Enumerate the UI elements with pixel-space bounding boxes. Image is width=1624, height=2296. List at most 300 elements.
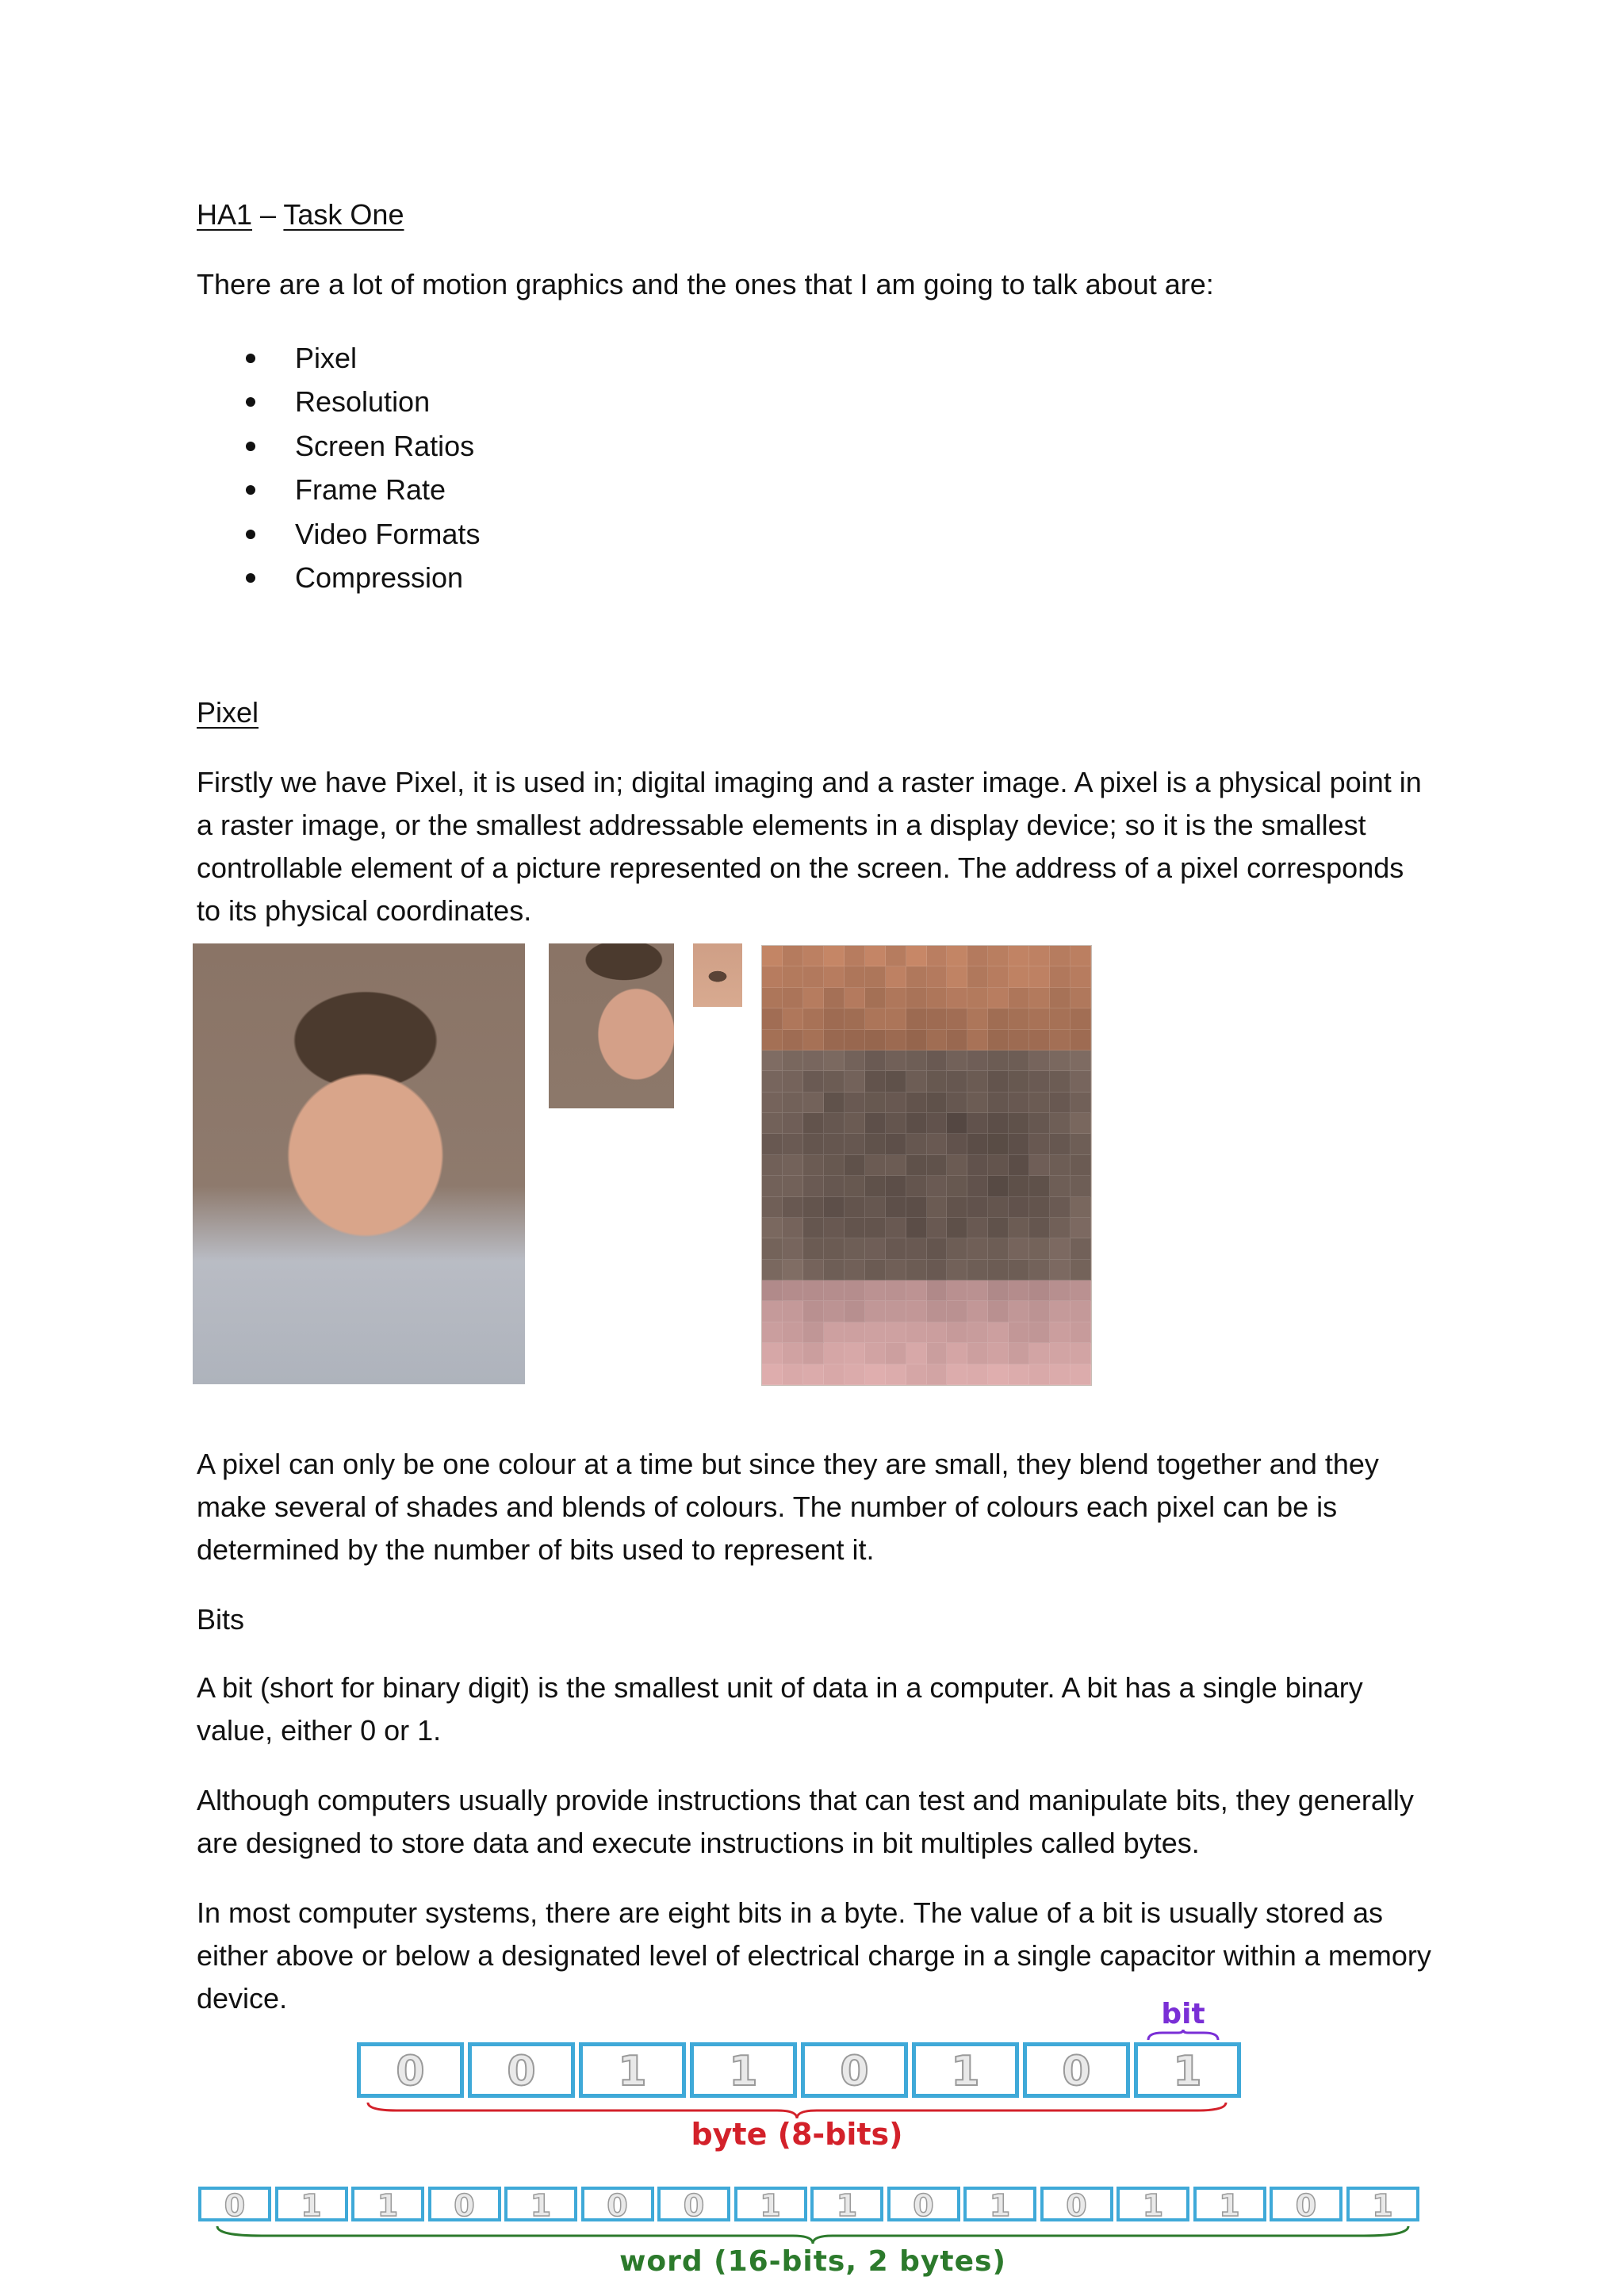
- mosaic-pixel: [886, 1093, 906, 1113]
- mosaic-pixel: [886, 1176, 906, 1196]
- word-bit-value: 1: [301, 2188, 322, 2223]
- mosaic-pixel: [783, 1364, 803, 1385]
- mosaic-pixel: [845, 1030, 865, 1050]
- mosaic-pixel: [783, 1301, 803, 1322]
- mosaic-pixel: [824, 966, 845, 987]
- mosaic-pixel: [865, 1155, 886, 1176]
- mosaic-pixel: [886, 1008, 906, 1029]
- mosaic-pixel: [865, 1280, 886, 1301]
- word-bit-value: 0: [683, 2188, 705, 2223]
- mosaic-pixel: [783, 1343, 803, 1364]
- mosaic-pixel: [1071, 1071, 1091, 1092]
- mosaic-pixel: [947, 1030, 967, 1050]
- mosaic-pixel: [1071, 1030, 1091, 1050]
- mosaic-pixel: [947, 1134, 967, 1154]
- mosaic-pixel: [927, 1176, 948, 1196]
- word-bit-box: [351, 2187, 424, 2221]
- mosaic-pixel: [927, 1093, 948, 1113]
- mosaic-pixel: [1050, 1134, 1071, 1154]
- mosaic-pixel: [762, 1071, 783, 1092]
- bit-paragraph-1: A bit (short for binary digit) is the smallest unit of data in a computer. A bit has a single binary value, either 0 or 1.: [197, 1671, 1363, 1747]
- mosaic-pixel: [824, 1155, 845, 1176]
- word-label: word (16-bits, 2 bytes): [619, 2245, 1006, 2278]
- mosaic-pixel: [762, 1218, 783, 1238]
- mosaic-pixel: [762, 1322, 783, 1343]
- mosaic-pixel: [886, 1364, 906, 1385]
- mosaic-pixel: [1050, 1364, 1071, 1385]
- mosaic-pixel: [886, 1155, 906, 1176]
- intro-paragraph: There are a lot of motion graphics and the ones that I am going to talk about are:: [197, 268, 1214, 300]
- mosaic-pixel: [947, 1155, 967, 1176]
- mosaic-pixel: [762, 1176, 783, 1196]
- list-item: Pixel: [238, 336, 480, 380]
- mosaic-pixel: [1029, 1238, 1050, 1259]
- mosaic-pixel: [845, 1155, 865, 1176]
- mosaic-pixel: [967, 988, 988, 1008]
- mosaic-pixel: [947, 1197, 967, 1218]
- mosaic-pixel: [906, 1364, 927, 1385]
- mosaic-pixel: [988, 1343, 1009, 1364]
- mosaic-pixel: [824, 1197, 845, 1218]
- mosaic-pixel: [824, 1050, 845, 1071]
- mosaic-pixel: [1029, 1113, 1050, 1134]
- mosaic-pixel: [886, 966, 906, 987]
- mosaic-pixel: [1050, 1176, 1071, 1196]
- mosaic-pixel: [1029, 1134, 1050, 1154]
- mosaic-pixel: [803, 946, 824, 966]
- mosaic-pixel: [927, 1322, 948, 1343]
- mosaic-pixel: [927, 1364, 948, 1385]
- mosaic-pixel: [1050, 1280, 1071, 1301]
- mosaic-pixel: [1029, 946, 1050, 966]
- mosaic-pixel: [762, 1197, 783, 1218]
- mosaic-pixel: [906, 1238, 927, 1259]
- bit-box: [912, 2042, 1019, 2098]
- mosaic-pixel: [1071, 1364, 1091, 1385]
- word-bit-box: [1040, 2187, 1113, 2221]
- mosaic-pixel: [906, 1197, 927, 1218]
- mosaic-pixel: [927, 1218, 948, 1238]
- mosaic-pixel: [783, 1093, 803, 1113]
- mosaic-pixel: [803, 1218, 824, 1238]
- mosaic-pixel: [927, 1071, 948, 1092]
- mosaic-pixel: [824, 1176, 845, 1196]
- mosaic-pixel: [845, 966, 865, 987]
- title-separator: –: [252, 198, 284, 231]
- bit-value: 1: [729, 2048, 758, 2095]
- mosaic-pixel: [906, 1260, 927, 1280]
- mosaic-pixel: [1050, 946, 1071, 966]
- mosaic-pixel: [947, 946, 967, 966]
- mosaic-pixel: [967, 946, 988, 966]
- bit-value: 0: [840, 2048, 869, 2095]
- mosaic-pixel: [762, 1343, 783, 1364]
- mosaic-pixel: [845, 1197, 865, 1218]
- mosaic-pixel: [886, 1050, 906, 1071]
- bit-box: [1023, 2042, 1130, 2098]
- mosaic-pixel: [988, 966, 1009, 987]
- mosaic-pixel: [1050, 1301, 1071, 1322]
- mosaic-pixel: [927, 966, 948, 987]
- mosaic-pixel: [906, 946, 927, 966]
- bit-value: 0: [1062, 2048, 1091, 2095]
- mosaic-pixel: [1050, 1322, 1071, 1343]
- mosaic-pixel: [762, 1050, 783, 1071]
- mosaic-pixel: [1009, 1008, 1029, 1029]
- mosaic-pixel: [947, 1093, 967, 1113]
- word-bit-box: [657, 2187, 730, 2221]
- word-bit-box: [810, 2187, 883, 2221]
- mosaic-pixel: [906, 988, 927, 1008]
- bit-box: [357, 2042, 464, 2098]
- mosaic-pixel: [803, 1197, 824, 1218]
- mosaic-pixel: [967, 1050, 988, 1071]
- mosaic-pixel: [967, 1260, 988, 1280]
- word-bit-value: 0: [607, 2188, 628, 2223]
- word-bit-value: 1: [1372, 2188, 1393, 2223]
- mosaic-pixel: [906, 1176, 927, 1196]
- mosaic-pixel: [886, 1280, 906, 1301]
- mosaic-pixel: [803, 988, 824, 1008]
- mosaic-pixel: [865, 1218, 886, 1238]
- word-bit-box: [198, 2187, 271, 2221]
- bit-label: bit: [1161, 1998, 1205, 2030]
- mosaic-pixel: [845, 946, 865, 966]
- mosaic-pixel: [1071, 1008, 1091, 1029]
- mosaic-pixel: [1050, 1260, 1071, 1280]
- mosaic-pixel: [886, 1030, 906, 1050]
- mosaic-pixel: [947, 1238, 967, 1259]
- byte-label: byte (8-bits): [691, 2117, 903, 2152]
- mosaic-pixel: [803, 1301, 824, 1322]
- mosaic-pixel: [1009, 1093, 1029, 1113]
- word-diagram: [198, 2182, 1427, 2293]
- word-bit-value: 1: [530, 2188, 552, 2223]
- mosaic-pixel: [803, 1008, 824, 1029]
- mosaic-pixel: [1029, 1071, 1050, 1092]
- mosaic-pixel: [1009, 1238, 1029, 1259]
- mosaic-pixel: [1050, 1155, 1071, 1176]
- mosaic-pixel: [824, 1218, 845, 1238]
- mosaic-pixel: [865, 1260, 886, 1280]
- mosaic-pixel: [927, 1260, 948, 1280]
- mosaic-pixel: [988, 1134, 1009, 1154]
- mosaic-pixel: [865, 1197, 886, 1218]
- mosaic-pixel: [803, 1113, 824, 1134]
- mosaic-pixel: [1029, 966, 1050, 987]
- mosaic-pixel: [865, 966, 886, 987]
- mosaic-pixel: [927, 1030, 948, 1050]
- mosaic-pixel: [762, 966, 783, 987]
- mosaic-pixel: [824, 1260, 845, 1280]
- mosaic-pixel: [947, 1071, 967, 1092]
- mosaic-pixel: [927, 1197, 948, 1218]
- mosaic-pixel: [988, 1176, 1009, 1196]
- mosaic-pixel: [967, 1113, 988, 1134]
- mosaic-pixel: [886, 988, 906, 1008]
- mosaic-pixel: [762, 1113, 783, 1134]
- word-bit-box: [275, 2187, 348, 2221]
- word-bit-value: 0: [1295, 2188, 1317, 2223]
- mosaic-pixel: [1071, 1113, 1091, 1134]
- mosaic-pixel: [886, 1301, 906, 1322]
- portrait-crop-photo: [549, 943, 674, 1108]
- mosaic-pixel: [967, 1364, 988, 1385]
- word-bit-box: [1116, 2187, 1189, 2221]
- mosaic-pixel: [927, 1238, 948, 1259]
- mosaic-pixel: [824, 1364, 845, 1385]
- mosaic-pixel: [1071, 1280, 1091, 1301]
- mosaic-pixel: [824, 988, 845, 1008]
- mosaic-pixel: [762, 1260, 783, 1280]
- mosaic-pixel: [1029, 1301, 1050, 1322]
- bit-box: [690, 2042, 797, 2098]
- mosaic-pixel: [803, 1030, 824, 1050]
- mosaic-pixel: [824, 1030, 845, 1050]
- mosaic-pixel: [824, 1071, 845, 1092]
- mosaic-pixel: [886, 1071, 906, 1092]
- mosaic-pixel: [906, 1322, 927, 1343]
- mosaic-pixel: [865, 988, 886, 1008]
- mosaic-pixel: [783, 1218, 803, 1238]
- mosaic-pixel: [886, 1238, 906, 1259]
- mosaic-pixel: [803, 1155, 824, 1176]
- mosaic-pixel: [1071, 946, 1091, 966]
- mosaic-pixel: [906, 1134, 927, 1154]
- mosaic-pixel: [1050, 1008, 1071, 1029]
- eye-crop-photo: [693, 943, 742, 1007]
- mosaic-pixel: [906, 966, 927, 987]
- mosaic-pixel: [886, 1322, 906, 1343]
- mosaic-pixel: [1050, 1197, 1071, 1218]
- mosaic-pixel: [886, 1260, 906, 1280]
- portrait-photo: [193, 943, 525, 1384]
- mosaic-pixel: [967, 1093, 988, 1113]
- mosaic-pixel: [1009, 1260, 1029, 1280]
- mosaic-pixel: [886, 1343, 906, 1364]
- mosaic-pixel: [988, 1030, 1009, 1050]
- bit-box: [468, 2042, 575, 2098]
- mosaic-pixel: [1029, 1343, 1050, 1364]
- pixel-paragraph: Firstly we have Pixel, it is used in; digital imaging and a raster image. A pixel is a physical point in a raster image, or the smallest addressable elements in a display device; so it is the smallest controllable element of a picture represented on the screen. The address of a pixel corresponds to its physical coordinates.: [197, 766, 1422, 927]
- mosaic-pixel: [1029, 1218, 1050, 1238]
- mosaic-pixel: [927, 946, 948, 966]
- mosaic-pixel: [865, 1008, 886, 1029]
- mosaic-pixel: [762, 1280, 783, 1301]
- mosaic-pixel: [967, 1322, 988, 1343]
- mosaic-pixel: [1071, 1238, 1091, 1259]
- mosaic-pixel: [947, 1050, 967, 1071]
- mosaic-pixel: [1009, 1301, 1029, 1322]
- mosaic-pixel: [967, 1008, 988, 1029]
- bit-paragraph-2: Although computers usually provide instructions that can test and manipulate bits, they generally are designed to store data and execute instructions in bit multiples called bytes.: [197, 1784, 1414, 1859]
- mosaic-pixel: [947, 1280, 967, 1301]
- mosaic-pixel: [762, 1238, 783, 1259]
- mosaic-pixel: [906, 1050, 927, 1071]
- mosaic-pixel: [988, 1260, 1009, 1280]
- mosaic-pixel: [988, 1113, 1009, 1134]
- mosaic-pixel: [927, 1280, 948, 1301]
- bit-value: 0: [507, 2048, 536, 2095]
- mosaic-pixel: [906, 1113, 927, 1134]
- word-bit-box: [734, 2187, 807, 2221]
- mosaic-pixel: [988, 1364, 1009, 1385]
- mosaic-pixel: [1071, 1134, 1091, 1154]
- mosaic-pixel: [1029, 1280, 1050, 1301]
- mosaic-pixel: [1050, 1030, 1071, 1050]
- mosaic-pixel: [967, 1238, 988, 1259]
- mosaic-pixel: [865, 1301, 886, 1322]
- mosaic-pixel: [1009, 988, 1029, 1008]
- mosaic-pixel: [927, 1343, 948, 1364]
- mosaic-pixel: [927, 988, 948, 1008]
- mosaic-pixel: [865, 946, 886, 966]
- topic-list: [238, 336, 480, 599]
- mosaic-pixel: [947, 1218, 967, 1238]
- mosaic-pixel: [845, 1238, 865, 1259]
- mosaic-pixel: [865, 1050, 886, 1071]
- mosaic-pixel: [1029, 1093, 1050, 1113]
- mosaic-pixel: [783, 946, 803, 966]
- mosaic-pixel: [824, 1322, 845, 1343]
- mosaic-pixel: [947, 1113, 967, 1134]
- mosaic-pixel: [1029, 1155, 1050, 1176]
- mosaic-pixel: [967, 1155, 988, 1176]
- mosaic-pixel: [927, 1113, 948, 1134]
- mosaic-pixel: [783, 1260, 803, 1280]
- mosaic-pixel: [1071, 1218, 1091, 1238]
- mosaic-pixel: [927, 1155, 948, 1176]
- mosaic-pixel: [845, 1343, 865, 1364]
- mosaic-pixel: [1071, 1322, 1091, 1343]
- mosaic-pixel: [803, 1176, 824, 1196]
- bit-value: 1: [1173, 2048, 1202, 2095]
- word-bit-value: 0: [454, 2188, 475, 2223]
- mosaic-pixel: [1050, 966, 1071, 987]
- mosaic-pixel: [1009, 1197, 1029, 1218]
- mosaic-pixel: [988, 1008, 1009, 1029]
- list-item: Video Formats: [238, 512, 480, 556]
- mosaic-pixel: [865, 1238, 886, 1259]
- mosaic-pixel: [824, 1301, 845, 1322]
- mosaic-pixel: [927, 1301, 948, 1322]
- mosaic-pixel: [845, 1176, 865, 1196]
- mosaic-pixel: [845, 1322, 865, 1343]
- mosaic-pixel: [845, 1218, 865, 1238]
- mosaic-pixel: [803, 1134, 824, 1154]
- mosaic-pixel: [783, 1071, 803, 1092]
- mosaic-pixel: [967, 1197, 988, 1218]
- word-bit-value: 1: [377, 2188, 399, 2223]
- mosaic-pixel: [1029, 1364, 1050, 1385]
- mosaic-pixel: [1029, 988, 1050, 1008]
- word-bit-value: 1: [1142, 2188, 1164, 2223]
- word-bit-value: 1: [760, 2188, 781, 2223]
- mosaic-pixel: [865, 1134, 886, 1154]
- mosaic-pixel: [824, 1113, 845, 1134]
- mosaic-pixel: [845, 1260, 865, 1280]
- mosaic-pixel: [906, 1280, 927, 1301]
- mosaic-pixel: [1050, 1050, 1071, 1071]
- mosaic-pixel: [1009, 1322, 1029, 1343]
- mosaic-pixel: [803, 1364, 824, 1385]
- mosaic-pixel: [824, 1134, 845, 1154]
- mosaic-pixel: [947, 988, 967, 1008]
- mosaic-pixel: [762, 1030, 783, 1050]
- title-task: Task One: [283, 198, 404, 231]
- mosaic-pixel: [762, 1301, 783, 1322]
- mosaic-pixel: [886, 1113, 906, 1134]
- mosaic-pixel: [906, 1008, 927, 1029]
- mosaic-pixel: [1029, 1030, 1050, 1050]
- mosaic-pixel: [988, 1071, 1009, 1092]
- mosaic-pixel: [783, 988, 803, 1008]
- word-bit-box: [1270, 2187, 1342, 2221]
- mosaic-pixel: [783, 1238, 803, 1259]
- mosaic-pixel: [845, 1050, 865, 1071]
- mosaic-pixel: [762, 1134, 783, 1154]
- list-item: Frame Rate: [238, 468, 480, 511]
- mosaic-pixel: [1050, 1093, 1071, 1113]
- mosaic-pixel: [762, 988, 783, 1008]
- mosaic-pixel: [824, 1008, 845, 1029]
- mosaic-pixel: [967, 1218, 988, 1238]
- colour-paragraph: A pixel can only be one colour at a time but since they are small, they blend together and they make several of shades and blends of colours. The number of colours each pixel can be is determined by the number of bits used to represent it.: [197, 1448, 1379, 1566]
- mosaic-pixel: [947, 1008, 967, 1029]
- mosaic-pixel: [988, 1050, 1009, 1071]
- mosaic-pixel: [824, 1093, 845, 1113]
- mosaic-pixel: [988, 1218, 1009, 1238]
- mosaic-pixel: [762, 1364, 783, 1385]
- mosaic-pixel: [865, 1093, 886, 1113]
- mosaic-pixel: [886, 1197, 906, 1218]
- mosaic-pixel: [783, 1113, 803, 1134]
- mosaic-pixel: [906, 1155, 927, 1176]
- mosaic-pixel: [1071, 1093, 1091, 1113]
- mosaic-pixel: [824, 946, 845, 966]
- mosaic-pixel: [988, 1093, 1009, 1113]
- pixel-heading: [197, 691, 1434, 734]
- mosaic-pixel: [1009, 1050, 1029, 1071]
- bits-heading: Bits: [197, 1603, 245, 1636]
- mosaic-pixel: [967, 1301, 988, 1322]
- bit-paragraph-3: In most computer systems, there are eight bits in a byte. The value of a bit is usually stored as either above or below a designated level of electrical charge in a single capacitor within a memory device.: [197, 1896, 1431, 2015]
- mosaic-pixel: [865, 1113, 886, 1134]
- mosaic-pixel: [865, 1176, 886, 1196]
- list-item: Compression: [238, 556, 480, 599]
- mosaic-pixel: [1009, 966, 1029, 987]
- mosaic-pixel: [988, 1301, 1009, 1322]
- word-bit-value: 0: [1066, 2188, 1087, 2223]
- mosaic-pixel: [967, 966, 988, 987]
- mosaic-pixel: [803, 966, 824, 987]
- mosaic-pixel: [1050, 988, 1071, 1008]
- mosaic-pixel: [906, 1071, 927, 1092]
- mosaic-pixel: [1071, 988, 1091, 1008]
- mosaic-pixel: [783, 1155, 803, 1176]
- mosaic-pixel: [927, 1050, 948, 1071]
- mosaic-pixel: [1071, 1176, 1091, 1196]
- mosaic-pixel: [967, 1343, 988, 1364]
- mosaic-pixel: [988, 1238, 1009, 1259]
- mosaic-pixel: [865, 1322, 886, 1343]
- mosaic-pixel: [1050, 1071, 1071, 1092]
- mosaic-pixel: [1071, 1155, 1091, 1176]
- bit-box: [801, 2042, 908, 2098]
- mosaic-pixel: [1050, 1343, 1071, 1364]
- mosaic-pixel: [886, 1218, 906, 1238]
- mosaic-pixel: [967, 1280, 988, 1301]
